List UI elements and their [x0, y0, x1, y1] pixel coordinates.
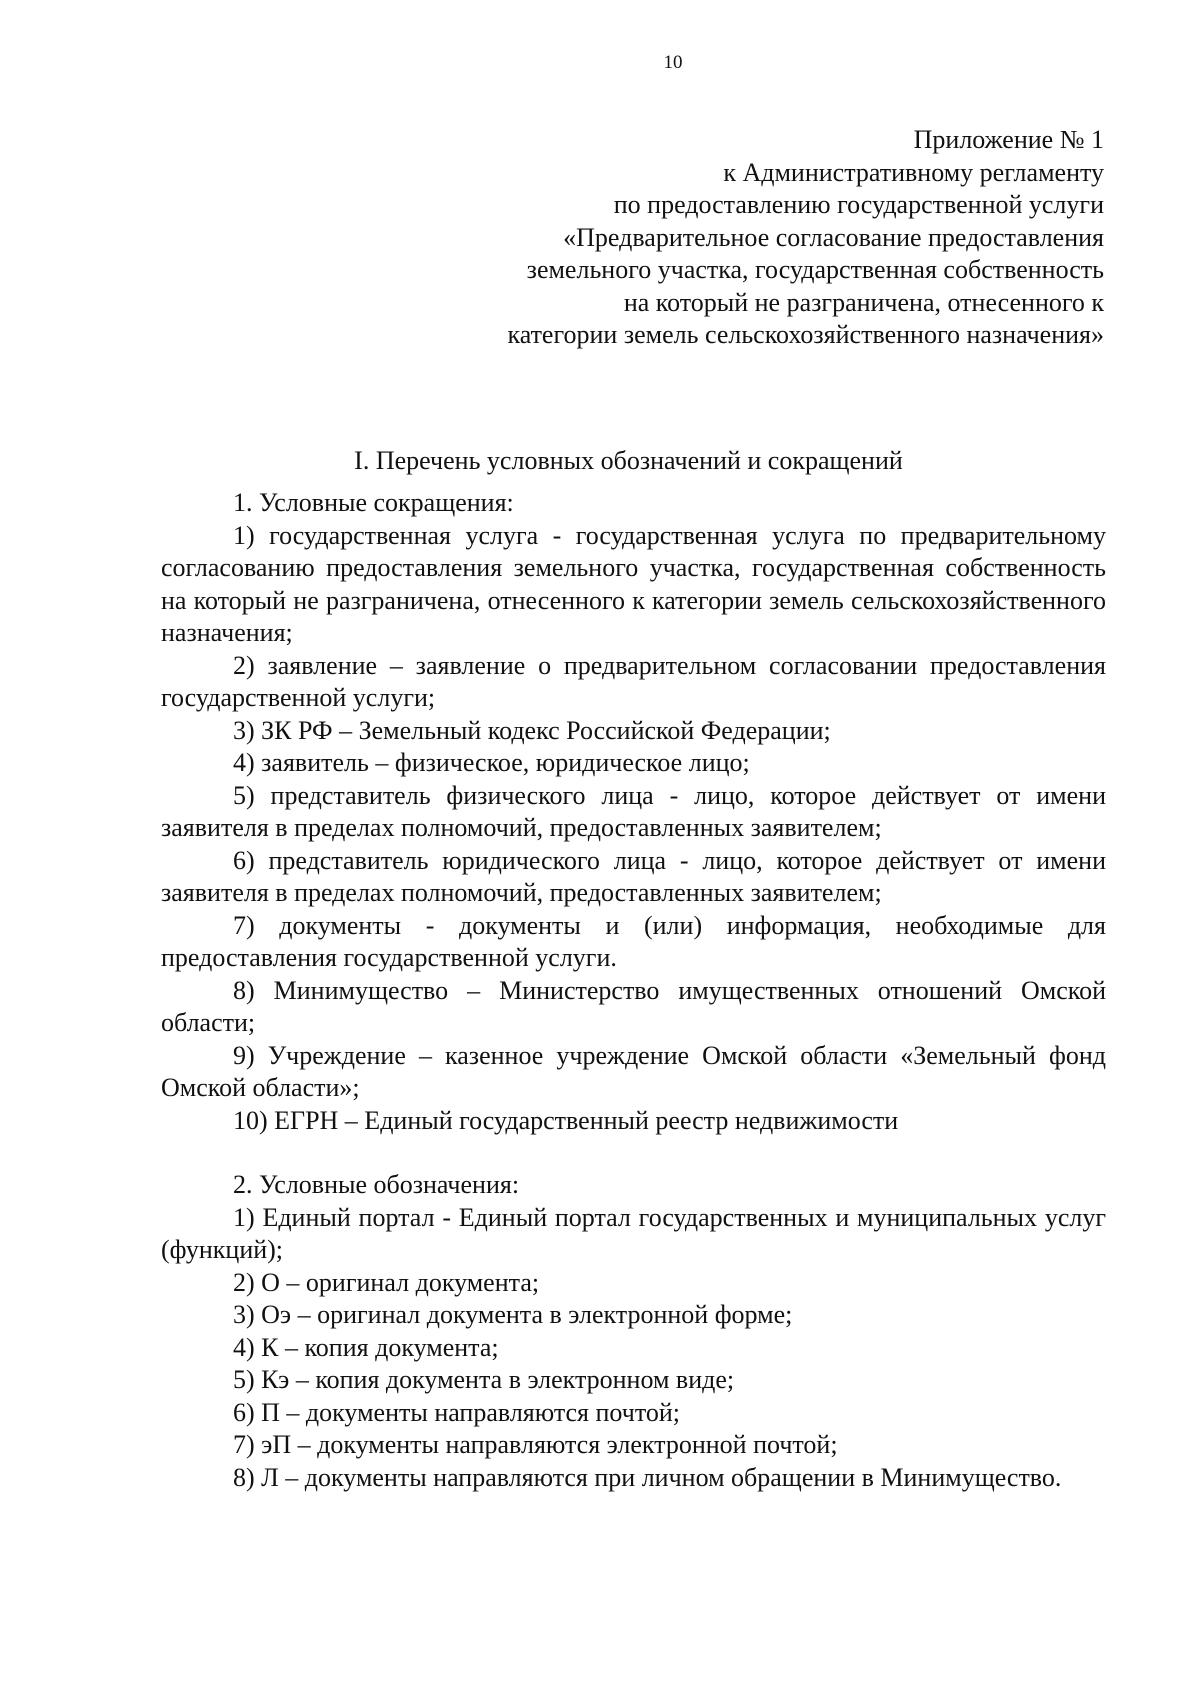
appendix-line: к Административному регламенту: [723, 157, 1104, 187]
abbreviation-item: 7) документы - документы и (или) информация, необходимые для предоставления государственной услуги.: [161, 910, 1106, 972]
page-number: 10: [663, 52, 683, 73]
appendix-line: по предоставлению государственной услуги: [613, 190, 1104, 219]
designation-item: 3) Оэ – оригинал документа в электронной форме;: [233, 1300, 793, 1329]
appendix-line: земельного участка, государственная собственность: [526, 255, 1104, 284]
appendix-line: «Предварительное согласование предоставления: [563, 222, 1104, 252]
document-body: [161, 487, 1106, 1494]
abbreviation-item: 4) заявитель – физическое, юридическое лицо;: [233, 748, 750, 777]
abbreviation-item: 2) заявление – заявление о предварительном согласовании предоставления государственной услуги;: [161, 650, 1106, 712]
abbreviation-item: 10) ЕГРН – Единый государственный реестр недвижимости: [233, 1105, 899, 1135]
abbreviation-item: 5) представитель физического лица - лицо, которое действует от имени заявителя в пределах полномочий, предоставленных заявителем;: [161, 780, 1106, 842]
abbreviations-heading: 1. Условные сокращения:: [233, 488, 514, 517]
section-title: I. Перечень условных обозначений и сокращений: [354, 446, 903, 475]
appendix-line: на который не разграничена, отнесенного к: [623, 287, 1104, 317]
abbreviation-item: 8) Минимущество – Министерство имущественных отношений Омской области;: [161, 975, 1106, 1037]
designation-item: 7) эП – документы направляются электронной почтой;: [233, 1430, 838, 1459]
abbreviation-item: 1) государственная услуга - государственная услуга по предварительному согласованию предоставления земельного участка, государственная собственность на который не разграничена, отнесенного к категории земель сельскохозяйственного назначения;: [161, 520, 1106, 647]
abbreviation-item: 6) представитель юридического лица - лицо, которое действует от имени заявителя в пределах полномочий, предоставленных заявителем;: [161, 845, 1106, 907]
designation-item: 8) Л – документы направляются при личном обращении в Минимущество.: [233, 1462, 1062, 1492]
abbreviation-item: 9) Учреждение – казенное учреждение Омской области «Земельный фонд Омской области»;: [161, 1040, 1106, 1102]
designation-item: 5) Кэ – копия документа в электронном виде;: [233, 1365, 735, 1394]
appendix-header: [507, 124, 1104, 352]
designation-item: 1) Единый портал - Единый портал государственных и муниципальных услуг (функций);: [161, 1202, 1106, 1264]
designation-item: 4) К – копия документа;: [233, 1332, 499, 1362]
appendix-line: Приложение № 1: [913, 125, 1104, 154]
appendix-line: категории земель сельскохозяйственного назначения»: [507, 320, 1104, 349]
abbreviation-item: 3) ЗК РФ – Земельный кодекс Российской Федерации;: [233, 715, 831, 745]
designations-heading: 2. Условные обозначения:: [233, 1170, 520, 1199]
paragraph-gap: [161, 1137, 1106, 1169]
designation-item: 6) П – документы направляются почтой;: [233, 1397, 680, 1427]
designation-item: 2) О – оригинал документа;: [233, 1267, 540, 1297]
